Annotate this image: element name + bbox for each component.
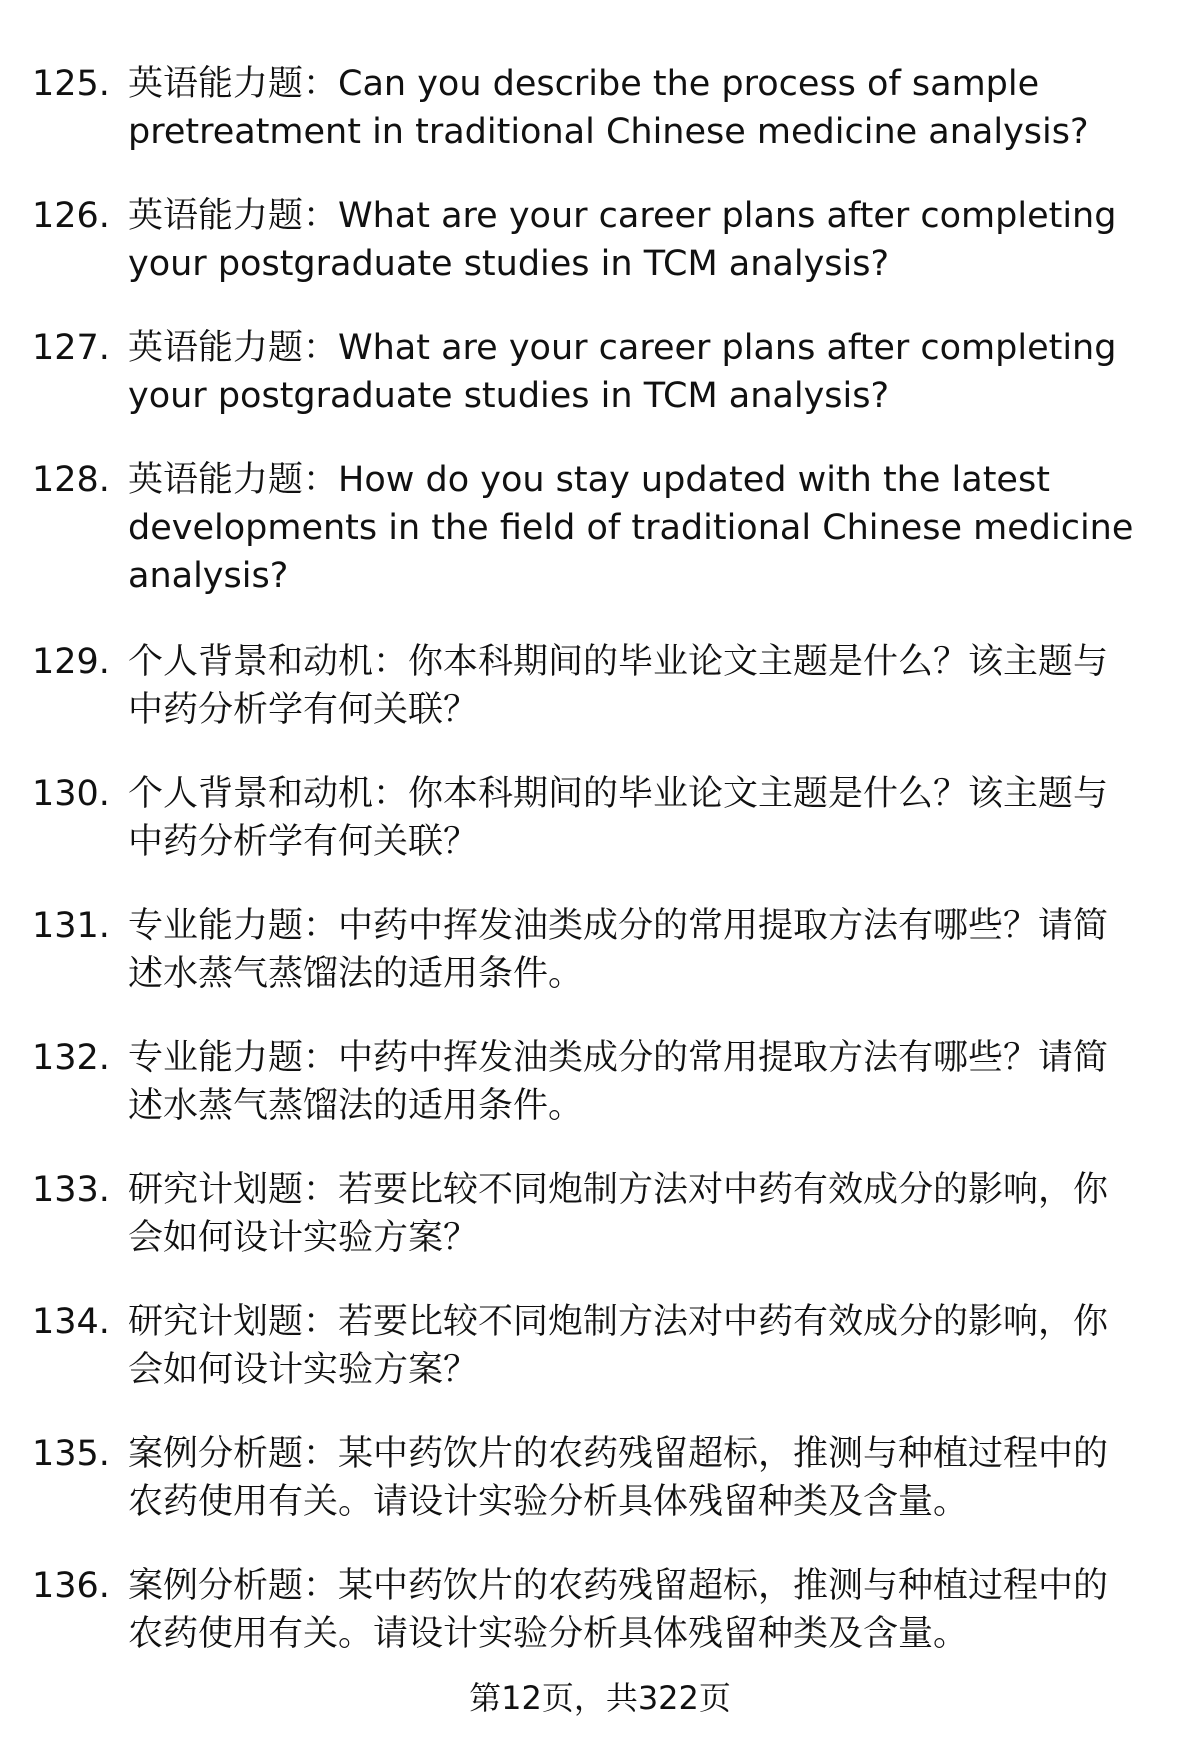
question-text: 案例分析题：某中药饮片的农药残留超标，推测与种植过程中的农药使用有关。请设计实验分析具体残留种类及含量。	[128, 1434, 1109, 1522]
question-text: 英语能力题：How do you stay updated with the latest developments in the field of traditional Chinese medicine analysis?	[128, 460, 1134, 596]
question-text: 研究计划题：若要比较不同炮制方法对中药有效成分的影响，你会如何设计实验方案？	[128, 1170, 1109, 1258]
question-number: 131.	[32, 906, 110, 946]
question-text: 个人背景和动机：你本科期间的毕业论文主题是什么？该主题与中药分析学有何关联？	[128, 642, 1109, 730]
page-footer: 第12页，共322页	[469, 1679, 731, 1717]
question-number: 136.	[32, 1566, 110, 1606]
question-text: 英语能力题：What are your career plans after completing your postgraduate studies in TCM analysis?	[128, 196, 1117, 284]
question-text: 英语能力题：Can you describe the process of sample pretreatment in traditional Chinese medicine analysis?	[128, 64, 1089, 152]
question-number: 132.	[32, 1038, 110, 1078]
question-number: 129.	[32, 642, 110, 682]
question-number: 134.	[32, 1302, 110, 1342]
question-number: 130.	[32, 774, 110, 814]
question-number: 135.	[32, 1434, 110, 1474]
question-text: 专业能力题：中药中挥发油类成分的常用提取方法有哪些？请简述水蒸气蒸馏法的适用条件。	[128, 1038, 1109, 1126]
question-number: 125.	[32, 64, 110, 104]
question-number: 128.	[32, 460, 110, 500]
question-number: 127.	[32, 328, 110, 368]
question-number: 133.	[32, 1170, 110, 1210]
question-number: 126.	[32, 196, 110, 236]
question-text: 研究计划题：若要比较不同炮制方法对中药有效成分的影响，你会如何设计实验方案？	[128, 1302, 1109, 1390]
question-text: 个人背景和动机：你本科期间的毕业论文主题是什么？该主题与中药分析学有何关联？	[128, 774, 1109, 862]
question-text: 英语能力题：What are your career plans after completing your postgraduate studies in TCM analysis?	[128, 328, 1117, 416]
question-text: 案例分析题：某中药饮片的农药残留超标，推测与种植过程中的农药使用有关。请设计实验分析具体残留种类及含量。	[128, 1566, 1109, 1654]
question-text: 专业能力题：中药中挥发油类成分的常用提取方法有哪些？请简述水蒸气蒸馏法的适用条件。	[128, 906, 1109, 994]
